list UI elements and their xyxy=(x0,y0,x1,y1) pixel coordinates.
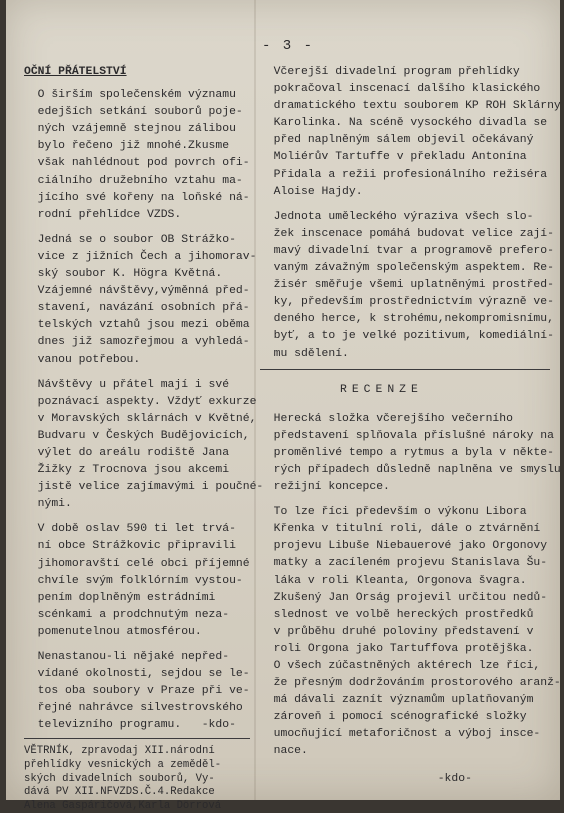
text-line: zároveň i pomocí scénografické složky xyxy=(260,711,527,724)
text-line: nace. xyxy=(260,745,308,758)
text-line: V době oslav 590 ti let trvá- xyxy=(24,523,236,536)
text-line: že přesným dodržováním prostorového aranž- xyxy=(260,677,561,690)
text-line: pokračoval inscenací dalšího klasického xyxy=(260,83,541,96)
text-line: výlet do areálu rodiště Jana xyxy=(24,446,230,459)
text-line: dnes již samozřejmou a vyhledá- xyxy=(24,336,250,349)
text-line: mu sdělení. xyxy=(260,347,349,360)
page-number: - 3 - xyxy=(262,38,315,54)
text-line: Nenastanou-li nějaké nepřed- xyxy=(24,651,230,663)
text-line: proměnlivé tempo a rytmus a byla v někte- xyxy=(260,446,554,459)
text-line: Včerejší divadelní program přehlídky xyxy=(260,66,520,78)
text-line: Alena Gaspáričová,Karla Dörrová xyxy=(24,799,222,812)
text-line: edejších setkání souborů poje- xyxy=(24,106,243,119)
text-line: umocňující metaforičnost a výboj insce- xyxy=(260,728,541,741)
text-line: jihomoravští celé obci příjemné xyxy=(24,557,250,570)
text-line: ných vzájemně stejnou zálibou xyxy=(24,123,236,136)
text-line: Jednota uměleckého výraziva všech slo- xyxy=(260,210,534,223)
text-line: televizního programu. -kdo- xyxy=(24,719,236,732)
left-column xyxy=(24,64,264,813)
text-line: představení splňovala příslušné nároky na xyxy=(260,429,554,442)
left-paragraph-4 xyxy=(24,521,250,641)
text-line: Budvaru v Českých Budějovicích, xyxy=(24,429,250,442)
text-line: dává PV XII.NFVZDS.Č.4.Redakce xyxy=(24,786,215,799)
text-line: žek inscenace pomáhá budovat velice zají- xyxy=(260,227,554,240)
text-line: ky, především prostřednictvím výrazně ve- xyxy=(260,296,554,309)
text-line: projevu Libuše Niebauerové jako Orgonovy xyxy=(260,540,548,553)
text-line: láka v roli Kleanta, Orgonova švagra. xyxy=(260,574,527,587)
text-line: řejné nahrávce silvestrovského xyxy=(24,702,243,715)
text-line: byť, a to je velké pozitivum, komediální- xyxy=(260,330,554,343)
text-line: rých případech důsledně naplněna ve smyslu xyxy=(260,463,561,476)
text-line: vice z jižních Čech a jihomorav- xyxy=(24,250,257,263)
text-line: O všech zúčastněných aktérech lze říci, xyxy=(260,660,541,672)
text-line: chvíle svým folklórním vystou- xyxy=(24,574,243,587)
left-paragraph-1 xyxy=(24,87,250,224)
text-line: Jedná se o soubor OB Strážko- xyxy=(24,233,236,246)
text-line: matky a zacíleném projevu Stanislava Šu- xyxy=(260,557,548,570)
text-line: VĚTRNÍK, zpravodaj XII.národní xyxy=(24,745,215,758)
text-line: tos oba soubory v Praze při ve- xyxy=(24,685,250,698)
masthead-footer xyxy=(24,745,250,813)
text-line: vaným závažným společenským aspektem. Re- xyxy=(260,262,554,275)
text-line: bylo řečeno již mnohé.Zkusme xyxy=(24,140,230,153)
text-line: dramatického textu souborem KP ROH Sklárny xyxy=(260,100,561,113)
right-paragraph-1 xyxy=(260,64,560,201)
text-line: Návštěvy u přátel mají i své xyxy=(24,378,230,391)
text-line: jistě velice zajímavými i poučné- xyxy=(24,481,264,494)
section-divider xyxy=(260,369,550,370)
text-line: Aloise Hajdy. xyxy=(260,185,363,198)
recenze-heading: RECENZE xyxy=(340,383,423,396)
text-line: před naplněným sálem objevil očekávaný xyxy=(260,134,534,147)
text-line: rodní přehlídce VZDS. xyxy=(24,208,182,221)
text-line: pením doplněným estrádními xyxy=(24,591,216,604)
text-line: Herecká složka včerejšího večerního xyxy=(260,412,513,425)
text-line: vídané okolnosti, sejdou se le- xyxy=(24,668,250,681)
right-paragraph-4 xyxy=(260,504,560,760)
text-line: v Moravských sklárnách v Květné, xyxy=(24,412,257,425)
text-line: pomenutelnou atmosférou. xyxy=(24,625,202,638)
text-line: žisér směřuje všemi uplatněnými prostřed- xyxy=(260,279,554,292)
text-line: v průběhu druhé poloviny představení v xyxy=(260,625,534,638)
text-line: O širším společenském významu xyxy=(24,89,236,102)
footer-divider xyxy=(24,738,250,739)
text-line: To lze říci především o výkonu Libora xyxy=(260,506,527,519)
article-heading: OČNÍ PŘÁTELSTVÍ xyxy=(24,66,127,78)
text-line: Karolinka. Na scéně vysockého divadla se xyxy=(260,117,548,130)
text-line: roli Orgona jako Tartuffova protějška. xyxy=(260,642,534,655)
right-column xyxy=(260,64,560,788)
text-line: vanou potřebou. xyxy=(24,353,141,366)
right-paragraph-3 xyxy=(260,411,560,496)
left-paragraph-3 xyxy=(24,377,264,514)
text-line: přehlídky vesnických a zeměděl- xyxy=(24,759,222,772)
text-line: Žižky z Trocnova jsou akcemi xyxy=(24,464,230,477)
text-line: ní obce Strážkovic připravili xyxy=(24,540,236,553)
text-line: však nahlédnout pod povrch ofi- xyxy=(24,157,250,170)
text-line: ský soubor K. Högra Květná. xyxy=(24,268,223,281)
text-line: ciálního družebního vztahu ma- xyxy=(24,174,243,187)
text-line: Přidala a režii profesionálního režiséra xyxy=(260,168,548,181)
right-paragraph-2 xyxy=(260,209,560,363)
text-line: slednost ve volbě hereckých prostředků xyxy=(260,608,534,621)
text-line: scénkami a prodchnutým neza- xyxy=(24,608,230,621)
text-line: Křenka v titulní roli, dále o ztvárnění xyxy=(260,523,541,536)
text-line: stavení, navázání osobních přá- xyxy=(24,302,250,315)
text-line: Moliérův Tartuffe v překladu Antonína xyxy=(260,151,527,164)
text-line: nými. xyxy=(24,498,72,511)
left-paragraph-2 xyxy=(24,232,257,369)
text-line: telských vztahů jsou mezi oběma xyxy=(24,319,250,332)
text-line: má dávali zaznít významům uplatňovaným xyxy=(260,694,534,707)
text-line: Zkušený Jan Orság projevil určitou nedů- xyxy=(260,591,548,604)
text-line: mavý divadelní tvar a programově prefero- xyxy=(260,244,554,257)
text-line: Vzájemné návštěvy,výměnná před- xyxy=(24,285,250,298)
text-line: jícího své kořeny na loňské ná- xyxy=(24,191,250,204)
text-line: režijní koncepce. xyxy=(260,481,390,494)
left-paragraph-5 xyxy=(24,649,250,734)
text-line: ských divadelních souborů, Vy- xyxy=(24,772,215,785)
text-line: deného herce, k strohému,nekompromisnímu, xyxy=(260,313,554,326)
text-line: poznávací aspekty. Vždyť exkurze xyxy=(24,395,257,408)
typewritten-page xyxy=(6,0,561,812)
signature: -kdo- xyxy=(260,772,472,785)
